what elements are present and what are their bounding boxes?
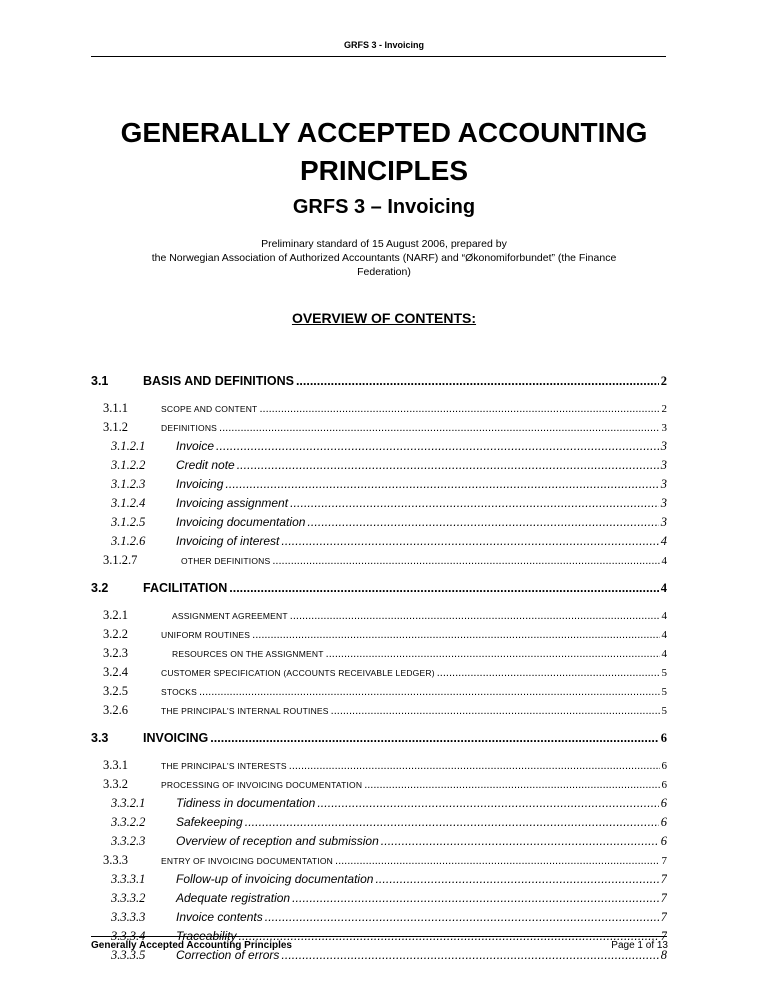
toc-entry-label: Follow-up of invoicing documentation: [176, 872, 374, 886]
toc-entry-page: 5: [661, 686, 667, 698]
toc-entry-page: 7: [660, 891, 667, 905]
toc-entry-label: Invoice contents: [176, 910, 263, 924]
toc-entry-number: 3.3.3.3: [111, 910, 146, 924]
toc-entry-label: Overview of reception and submission: [176, 834, 379, 848]
toc-entry-number: 3.2: [91, 581, 109, 595]
toc-entry[interactable]: [91, 682, 667, 701]
toc-dot-leader: [292, 889, 659, 908]
toc-entry-page: 6: [661, 760, 667, 772]
toc-entry[interactable]: [91, 775, 667, 794]
toc-entry[interactable]: [91, 475, 667, 494]
document-subtitle: GRFS 3 – Invoicing: [292, 196, 476, 218]
toc-dot-leader: [265, 908, 659, 927]
toc-dot-leader: [375, 870, 658, 889]
toc-entry[interactable]: [91, 625, 667, 644]
toc-entry-page: 4: [661, 555, 667, 567]
toc-entry-label: Invoicing: [176, 477, 224, 491]
toc-entry-page: 3: [660, 458, 667, 472]
toc-entry[interactable]: [91, 532, 667, 551]
toc-entry-number: 3.1.2.7: [103, 553, 138, 567]
toc-entry-label: UNIFORM ROUTINES: [161, 630, 251, 640]
toc-entry[interactable]: [91, 513, 667, 532]
toc-dot-leader: [335, 852, 659, 870]
toc-entry[interactable]: [91, 908, 667, 927]
toc-entry[interactable]: [91, 701, 667, 720]
toc-entry-label: Correction of errors: [176, 948, 280, 962]
toc-entry-number: 3.3.2.2: [111, 815, 146, 829]
toc-dot-leader: [229, 575, 659, 601]
toc-entry-number: 3.2.5: [103, 684, 128, 698]
toc-entry-page: 7: [660, 872, 667, 886]
toc-entry-page: 5: [661, 705, 667, 717]
toc-entry-number: 3.3.3.5: [111, 948, 146, 962]
toc-entry-page: 3: [661, 422, 667, 434]
toc-entry-page: 6: [660, 796, 667, 810]
overview-heading: OVERVIEW OF CONTENTS:: [291, 310, 477, 326]
toc-entry-page: 4: [661, 648, 667, 660]
toc-entry-label: THE PRINCIPAL’S INTERNAL ROUTINES: [161, 706, 329, 716]
toc-entry-number: 3.1.2.4: [111, 496, 146, 510]
toc-entry-page: 6: [661, 779, 667, 791]
toc-dot-leader: [210, 725, 658, 751]
toc-entry-label: Invoicing of interest: [176, 534, 280, 548]
toc-entry-label: Credit note: [176, 458, 235, 472]
toc-entry[interactable]: [91, 756, 667, 775]
prelim-line-3: Federation): [357, 266, 411, 278]
preliminary-note: [91, 237, 677, 279]
toc-entry-number: 3.1.2.5: [111, 515, 146, 529]
toc-entry[interactable]: [91, 794, 667, 813]
toc-entry-label: DEFINITIONS: [161, 423, 218, 433]
toc-entry-label: Safekeeping: [176, 815, 243, 829]
toc-entry-label: RESOURCES ON THE ASSIGNMENT: [172, 649, 324, 659]
toc-entry-number: 3.3.3.2: [111, 891, 146, 905]
toc-entry-page: 3: [660, 477, 667, 491]
toc-entry-number: 3.2.1: [103, 608, 128, 622]
toc-entry[interactable]: [91, 606, 667, 625]
toc-entry-label: THE PRINCIPAL’S INTERESTS: [161, 761, 287, 771]
toc-entry[interactable]: [91, 832, 667, 851]
toc-dot-leader: [216, 437, 659, 456]
toc-entry-page: 4: [660, 581, 667, 595]
toc-entry-label: ASSIGNMENT AGREEMENT: [172, 611, 288, 621]
toc-entry-number: 3.1.2: [103, 420, 128, 434]
toc-entry-label: FACILITATION: [143, 581, 228, 595]
toc-entry-number: 3.3.3: [103, 853, 128, 867]
toc-entry-label: Tidiness in documentation: [176, 796, 316, 810]
toc-entry-page: 2: [661, 403, 667, 415]
toc-entry-number: 3.2.6: [103, 703, 128, 717]
toc-dot-leader: [331, 702, 660, 720]
toc-entry-page: 4: [660, 534, 667, 548]
toc-dot-leader: [326, 645, 660, 663]
toc-entry[interactable]: [91, 870, 667, 889]
toc-entry[interactable]: [91, 437, 667, 456]
toc-dot-leader: [281, 532, 658, 551]
toc-entry[interactable]: [91, 851, 667, 870]
toc-entry-page: 6: [660, 731, 667, 745]
toc-dot-leader: [245, 813, 659, 832]
toc-entry-page: 7: [660, 929, 667, 943]
toc-dot-leader: [289, 757, 660, 775]
toc-entry-label: SCOPE AND CONTENT: [161, 404, 258, 414]
toc-entry-label: Invoice: [176, 439, 215, 453]
toc-entry-number: 3.3.3.1: [111, 872, 146, 886]
toc-entry-label: BASIS AND DEFINITIONS: [143, 374, 294, 388]
toc-entry[interactable]: [91, 725, 667, 751]
document-title: [91, 114, 677, 190]
toc-entry-label: INVOICING: [143, 731, 209, 745]
toc-dot-leader: [296, 368, 659, 394]
toc-entry[interactable]: [91, 551, 667, 570]
toc-dot-leader: [281, 946, 658, 965]
toc-entry[interactable]: [91, 663, 667, 682]
header-divider: [91, 56, 666, 57]
toc-entry-page: 8: [660, 948, 667, 962]
toc-entry-page: 3: [660, 515, 667, 529]
toc-entry-number: 3.3.2.1: [111, 796, 146, 810]
toc-dot-leader: [290, 607, 660, 625]
toc-entry-label: STOCKS: [161, 687, 197, 697]
toc-entry-page: 7: [661, 855, 667, 867]
toc-entry-page: 6: [660, 815, 667, 829]
title-line-2: PRINCIPLES: [299, 155, 469, 186]
toc-entry-number: 3.3: [91, 731, 109, 745]
toc-entry-number: 3.1.2.3: [111, 477, 146, 491]
toc-entry-label: ENTRY OF INVOICING DOCUMENTATION: [161, 856, 334, 866]
toc-entry-number: 3.1: [91, 374, 109, 388]
prelim-line-1: Preliminary standard of 15 August 2006, prepared by: [261, 238, 507, 250]
toc-dot-leader: [307, 513, 658, 532]
toc-entry-label: PROCESSING OF INVOICING DOCUMENTATION: [161, 780, 363, 790]
toc-entry[interactable]: [91, 644, 667, 663]
toc-entry-page: 3: [660, 496, 667, 510]
toc-dot-leader: [225, 475, 658, 494]
page-number: Page 1 of 13: [611, 940, 668, 951]
toc-entry-page: 4: [661, 629, 667, 641]
toc-entry-number: 3.1.2.1: [111, 439, 146, 453]
toc-entry-number: 3.3.1: [103, 758, 128, 772]
toc-entry[interactable]: [91, 456, 667, 475]
toc-entry[interactable]: [91, 494, 667, 513]
toc-entry-number: 3.1.2.2: [111, 458, 146, 472]
toc-entry-number: 3.2.3: [103, 646, 128, 660]
toc-dot-leader: [272, 552, 659, 570]
toc-dot-leader: [259, 400, 659, 418]
toc-entry-number: 3.1.1: [103, 401, 128, 415]
toc-entry-page: 4: [661, 610, 667, 622]
toc-entry-page: 7: [660, 910, 667, 924]
toc-entry-number: 3.2.2: [103, 627, 128, 641]
toc-dot-leader: [317, 794, 658, 813]
toc-entry-page: 6: [660, 834, 667, 848]
toc-entry-label: OTHER DEFINITIONS: [181, 556, 271, 566]
toc-entry-number: 3.3.2: [103, 777, 128, 791]
toc-entry-label: Traceability: [176, 929, 237, 943]
toc-entry-number: 3.3.3.4: [111, 929, 146, 943]
toc-dot-leader: [199, 683, 660, 701]
toc-entry-label: Invoicing documentation: [176, 515, 306, 529]
toc-dot-leader: [219, 419, 659, 437]
title-line-1: GENERALLY ACCEPTED ACCOUNTING: [120, 117, 648, 148]
toc-entry-label: Adequate registration: [176, 891, 291, 905]
toc-entry-label: CUSTOMER SPECIFICATION (ACCOUNTS RECEIVABLE LEDGER): [161, 668, 435, 678]
toc-dot-leader: [381, 832, 659, 851]
toc-dot-leader: [364, 776, 659, 794]
toc-entry[interactable]: [91, 418, 667, 437]
table-of-contents: [91, 368, 667, 965]
prelim-line-2: the Norwegian Association of Authorized Accountants (NARF) and “Økonomiforbundet” (the Finance: [151, 252, 617, 264]
toc-entry[interactable]: [91, 575, 667, 601]
toc-entry-label: Invoicing assignment: [176, 496, 289, 510]
toc-entry[interactable]: [91, 889, 667, 908]
toc-entry-page: 2: [660, 374, 667, 388]
toc-entry[interactable]: [91, 813, 667, 832]
toc-dot-leader: [437, 664, 660, 682]
toc-entry-page: 5: [661, 667, 667, 679]
toc-entry[interactable]: [91, 399, 667, 418]
toc-dot-leader: [290, 494, 659, 513]
toc-entry-page: 3: [660, 439, 667, 453]
toc-entry-number: 3.3.2.3: [111, 834, 146, 848]
running-header: GRFS 3 - Invoicing: [343, 40, 424, 50]
toc-entry-number: 3.1.2.6: [111, 534, 146, 548]
toc-dot-leader: [237, 456, 659, 475]
footer-divider: [91, 936, 667, 937]
toc-entry-number: 3.2.4: [103, 665, 128, 679]
footer-title: Generally Accepted Accounting Principles: [91, 940, 292, 951]
toc-dot-leader: [252, 626, 659, 644]
toc-entry[interactable]: [91, 368, 667, 394]
